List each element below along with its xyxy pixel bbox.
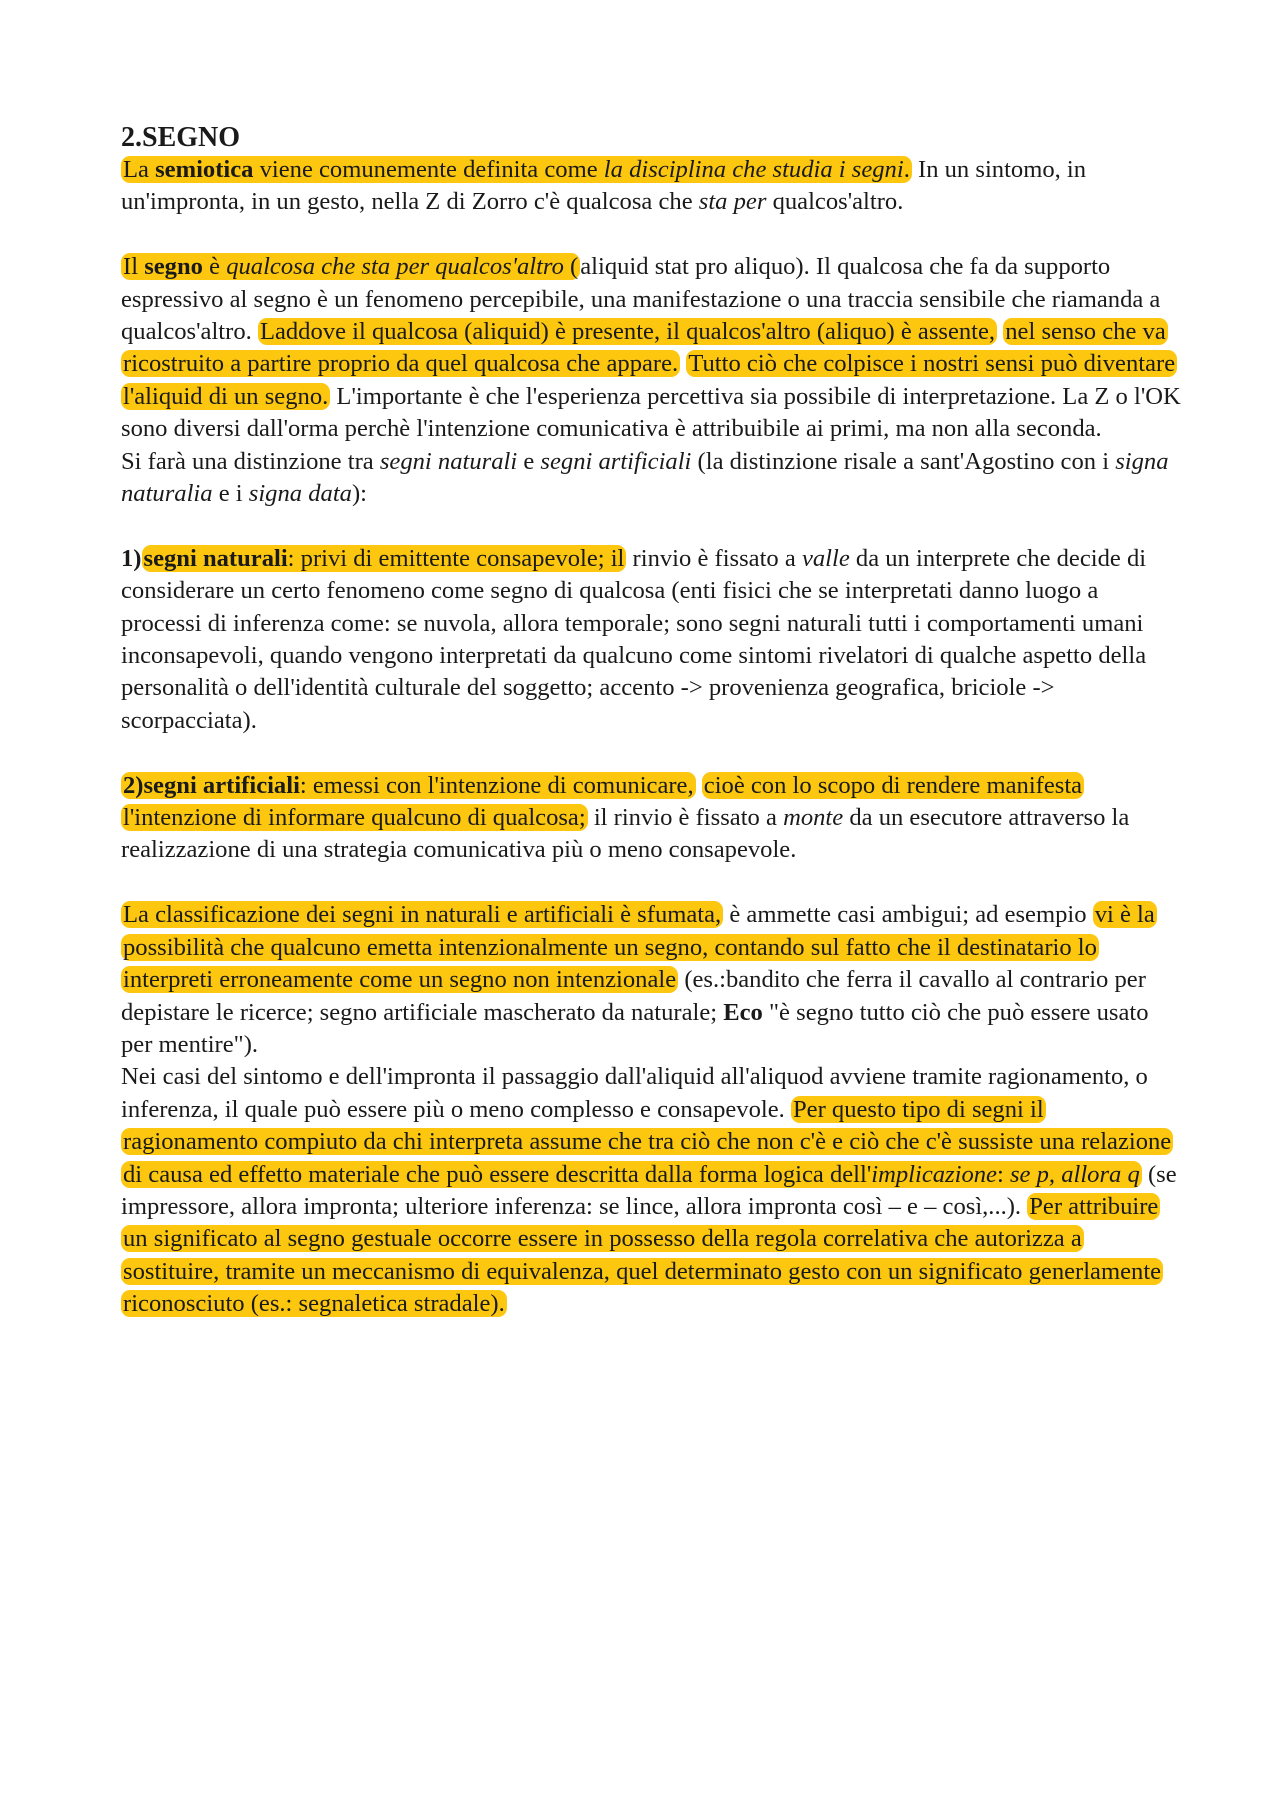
document-body bbox=[121, 122, 1181, 1321]
highlight: Il segno è qualcosa che sta per qualcos'altro ( bbox=[123, 253, 579, 281]
paragraph-segno-definition: Il segno è qualcosa che sta per qualcos'altro (aliquid stat pro aliquo). Il qualcosa che fa da supporto espressivo al segno è un fenomeno percepibile, una manifestazione o una traccia sensibile che riamanda a qualcos'altro. Laddove il qualcosa (aliquid) è presente, il qualcos'altro (aliquo) è assente, nel senso che va ricostruito a partire proprio da quel qualcosa che appare. Tutto ciò che colpisce i nostri sensi può diventare l'aliquid di un segno. L'importante è che l'esperienza percettiva sia possibile di interpretazione. La Z o l'OK sono diversi dall'orma perchè l'intenzione comunicativa è attribuibile ai primi, ma non alla seconda. bbox=[121, 253, 1181, 443]
highlight: 2)segni artificiali: emessi con l'intenzione di comunicare, bbox=[123, 771, 694, 799]
highlight: Tutto ciò che colpisce i nostri sensi può diventare l'aliquid di un segno. bbox=[123, 350, 1176, 410]
paragraph-semiotica-definition: La semiotica viene comunemente definita come la disciplina che studia i segni. In un sintomo, in un'impronta, in un gesto, nella Z di Zorro c'è qualcosa che sta per qualcos'altro. bbox=[121, 156, 1087, 216]
paragraph-segni-artificiali: 2)segni artificiali: emessi con l'intenzione di comunicare, cioè con lo scopo di rendere manifesta l'intenzione di informare qualcuno di qualcosa; il rinvio è fissato a monte da un esecutore attraverso la realizzazione di una strategia comunicativa più o meno consapevole. bbox=[121, 771, 1130, 864]
highlight: vi è la possibilità che qualcuno emetta intenzionalmente un segno, contando sul fatto che il destinatario lo interpreti erroneamente come un segno non intenzionale bbox=[123, 901, 1155, 994]
highlight: Per questo tipo di segni il ragionamento compiuto da chi interpreta assume che tra ciò che non c'è e ciò che c'è sussiste una relazione di causa ed effetto materiale che può essere descritta dalla forma logica dell'implicazione: se p, allora q bbox=[123, 1095, 1172, 1188]
paragraph-segni-naturali: 1)segni naturali: privi di emittente consapevole; il rinvio è fissato a valle da un interprete che decide di considerare un certo fenomeno come segno di qualcosa (enti fisici che se interpretati danno luogo a processi di inferenza come: se nuvola, allora temporale; sono segni naturali tutti i comportamenti umani inconsapevoli, quando vengono interpretati da qualcuno come sintomi rivelatori di qualche aspetto della personalità o dell'identità culturale del soggetto; accento -> provenienza geografica, briciole -> scorpacciata). bbox=[121, 544, 1147, 734]
highlight: nel senso che va ricostruito a partire proprio da quel qualcosa che appare. bbox=[123, 318, 1166, 378]
highlight: La classificazione dei segni in naturali e artificiali è sfumata, bbox=[123, 901, 722, 929]
paragraph-classificazione: La classificazione dei segni in naturali e artificiali è sfumata, è ammette casi ambigui; ad esempio vi è la possibilità che qualcuno emetta intenzionalmente un segno, contando sul fatto che il destinatario lo interpreti erroneamente come un segno non intenzionale (es.:bandito che ferra il cavallo al contrario per depistare le ricerce; segno artificiale mascherato da naturale; Eco "è segno tutto ciò che può essere usato per mentire"). Nei casi del sintomo e dell'impronta il passaggio dall'aliquid all'aliquod avviene tramite ragionamento, o inferenza, il quale può essere più o meno complesso e consapevole. Per questo tipo di segni il ragionamento compiuto da chi interpreta assume che tra ciò che non c'è e ciò che c'è sussiste una relazione di causa ed effetto materiale che può essere descritta dalla forma logica dell'implicazione: se p, allora q (se impressore, allora impronta; ulteriore inferenza: se lince, allora impronta così – e – così,...). Per attribuire un significato al segno gestuale occorre essere in possesso della regola correlativa che autorizza a sostituire, tramite un meccanismo di equivalenza, quel determinato gesto con un significato generlamente riconosciuto (es.: segnaletica stradale). bbox=[121, 901, 1177, 1318]
highlight: segni naturali: privi di emittente consapevole; il bbox=[143, 544, 625, 572]
paragraph-distinction: Si farà una distinzione tra segni naturali e segni artificiali (la distinzione risale a sant'Agostino con i signa naturalia e i signa data): bbox=[121, 447, 1169, 508]
highlight: Laddove il qualcosa (aliquid) è presente, il qualcos'altro (aliquo) è assente, bbox=[259, 318, 996, 346]
highlight: Per attribuire un significato al segno gestuale occorre essere in possesso della regola correlativa che autorizza a sostituire, tramite un meccanismo di equivalenza, quel determinato gesto con un significato generlamente riconosciuto (es.: segnaletica stradale). bbox=[123, 1192, 1162, 1318]
section-title: 2.SEGNO bbox=[121, 122, 241, 153]
highlight: La semiotica viene comunemente definita come la disciplina che studia i segni. bbox=[123, 156, 910, 183]
highlight: cioè con lo scopo di rendere manifesta l'intenzione di informare qualcuno di qualcosa; bbox=[123, 771, 1083, 832]
